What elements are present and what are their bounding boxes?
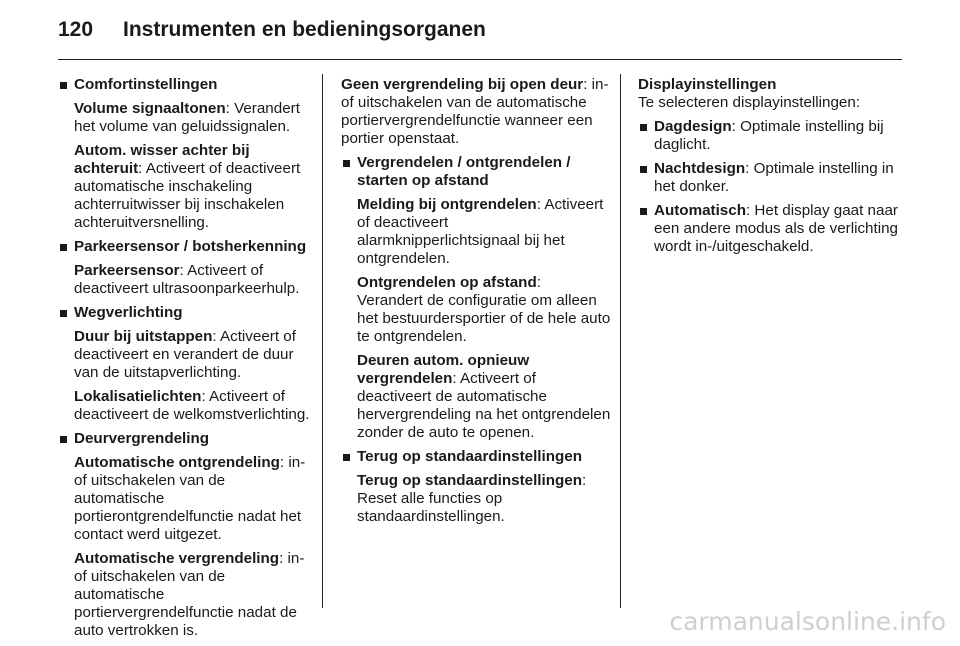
- entry: [74, 262, 316, 298]
- entry-term: Nachtdesign: [654, 160, 746, 177]
- entry: [74, 388, 316, 424]
- entry-text: : in- of uitschakelen van de automatische portiervergrendelfunctie nadat de auto vertrokken is.: [74, 550, 305, 639]
- entry: [357, 472, 611, 526]
- section-heading: Deurvergrendeling: [74, 430, 210, 447]
- entry: [357, 196, 611, 268]
- section-heading: Wegverlichting: [74, 304, 183, 321]
- column-2: [341, 76, 611, 532]
- entry-term: Dagdesign: [654, 118, 732, 135]
- bullet-icon: [60, 244, 67, 251]
- entry-text: : Activeert of deactiveert ultrasoonparkeerhulp.: [74, 262, 300, 297]
- entry: [357, 352, 611, 442]
- page-number: 120: [58, 18, 94, 41]
- section-parking: [58, 238, 316, 298]
- entry: [74, 550, 316, 640]
- section-heading: Comfortinstellingen: [74, 76, 218, 93]
- list-item: [638, 118, 906, 154]
- entry-term: Volume signaaltonen: [74, 100, 226, 117]
- bullet-icon: [640, 124, 647, 131]
- entry-text: : Verandert de configuratie om alleen het bestuurdersportier of de hele auto te ontgrendelen.: [357, 274, 611, 345]
- list-item: [638, 160, 906, 196]
- entry: [74, 454, 316, 544]
- list-item: [638, 202, 906, 256]
- bullet-icon: [343, 454, 350, 461]
- bullet-icon: [60, 310, 67, 317]
- entry-text: : in- of uitschakelen van de automatische portierontgrendelfunctie nadat het contact werd uitgezet.: [74, 454, 306, 543]
- section-lighting: [58, 304, 316, 424]
- bullet-icon: [60, 82, 67, 89]
- page-title: Instrumenten en bedieningsorganen: [123, 18, 486, 41]
- column-1: [58, 76, 316, 646]
- entry-term: Ontgrendelen op afstand: [357, 274, 537, 291]
- entry-text: : Activeert of deactiveert en verandert de duur van de uitstapverlichting.: [74, 328, 296, 381]
- entry-term: Parkeersensor: [74, 262, 180, 279]
- section-heading: Parkeersensor / botsherkenning: [74, 238, 307, 255]
- entry: [74, 142, 316, 232]
- entry-text: : Optimale instelling bij daglicht.: [654, 118, 884, 153]
- entry-term: Geen vergrendeling bij open deur: [341, 76, 584, 93]
- bullet-icon: [60, 436, 67, 443]
- bullet-icon: [640, 166, 647, 173]
- column-3: [638, 76, 906, 262]
- watermark: carmanualsonline.info: [669, 607, 946, 636]
- section-remote: [341, 154, 611, 442]
- entry-term: Duur bij uitstappen: [74, 328, 213, 345]
- entry: [74, 100, 316, 136]
- section-locking: [58, 430, 316, 640]
- entry-text: : Activeert of deactiveert automatische inschakeling achterruitwisser bij inschakelen achteruitversnelling.: [74, 160, 301, 231]
- entry: [74, 328, 316, 382]
- column-divider-1: [322, 74, 323, 608]
- section-heading: Terug op standaardinstellingen: [357, 448, 583, 465]
- entry-text: : in- of uitschakelen van de automatische portiervergrendelfunctie wanneer een portier openstaat.: [341, 76, 609, 147]
- entry-text: : Activeert of deactiveert alarmknipperlichtsignaal bij het ontgrendelen.: [357, 196, 604, 267]
- entry: [341, 76, 611, 148]
- entry-text: : Verandert het volume van geluidssignalen.: [74, 100, 300, 135]
- entry-text: : Activeert of deactiveert de welkomstverlichting.: [74, 388, 310, 423]
- display-heading: Displayinstellingen: [638, 76, 777, 93]
- entry-term: Lokalisatielichten: [74, 388, 202, 405]
- entry-text: : Het display gaat naar een andere modus als de verlichting wordt in-/uitgeschakeld.: [654, 202, 898, 255]
- header-rule: [58, 59, 902, 60]
- entry-term: Automatische vergrendeling: [74, 550, 280, 567]
- section-reset: [341, 448, 611, 526]
- section-comfort: [58, 76, 316, 232]
- column-divider-2: [620, 74, 621, 608]
- display-intro: Te selecteren displayinstellingen:: [638, 94, 861, 111]
- entry-term: Terug op standaardinstellingen: [357, 472, 583, 489]
- entry-text: : Activeert of deactiveert de automatische hervergrendeling na het ontgrendelen zonder de auto te openen.: [357, 370, 611, 441]
- entry-term: Automatische ontgrendeling: [74, 454, 280, 471]
- bullet-icon: [343, 160, 350, 167]
- section-heading: Vergrendelen / ontgrendelen / starten op afstand: [357, 154, 571, 189]
- entry-term: Autom. wisser achter bij achteruit: [74, 142, 250, 177]
- entry-term: Deuren autom. opnieuw vergrendelen: [357, 352, 530, 387]
- entry-text: : Optimale instelling in het donker.: [654, 160, 894, 195]
- entry-text: : Reset alle functies op standaardinstellingen.: [357, 472, 587, 525]
- entry: [357, 274, 611, 346]
- bullet-icon: [640, 208, 647, 215]
- entry-term: Automatisch: [654, 202, 746, 219]
- page-header: [58, 18, 486, 48]
- entry-term: Melding bij ontgrendelen: [357, 196, 537, 213]
